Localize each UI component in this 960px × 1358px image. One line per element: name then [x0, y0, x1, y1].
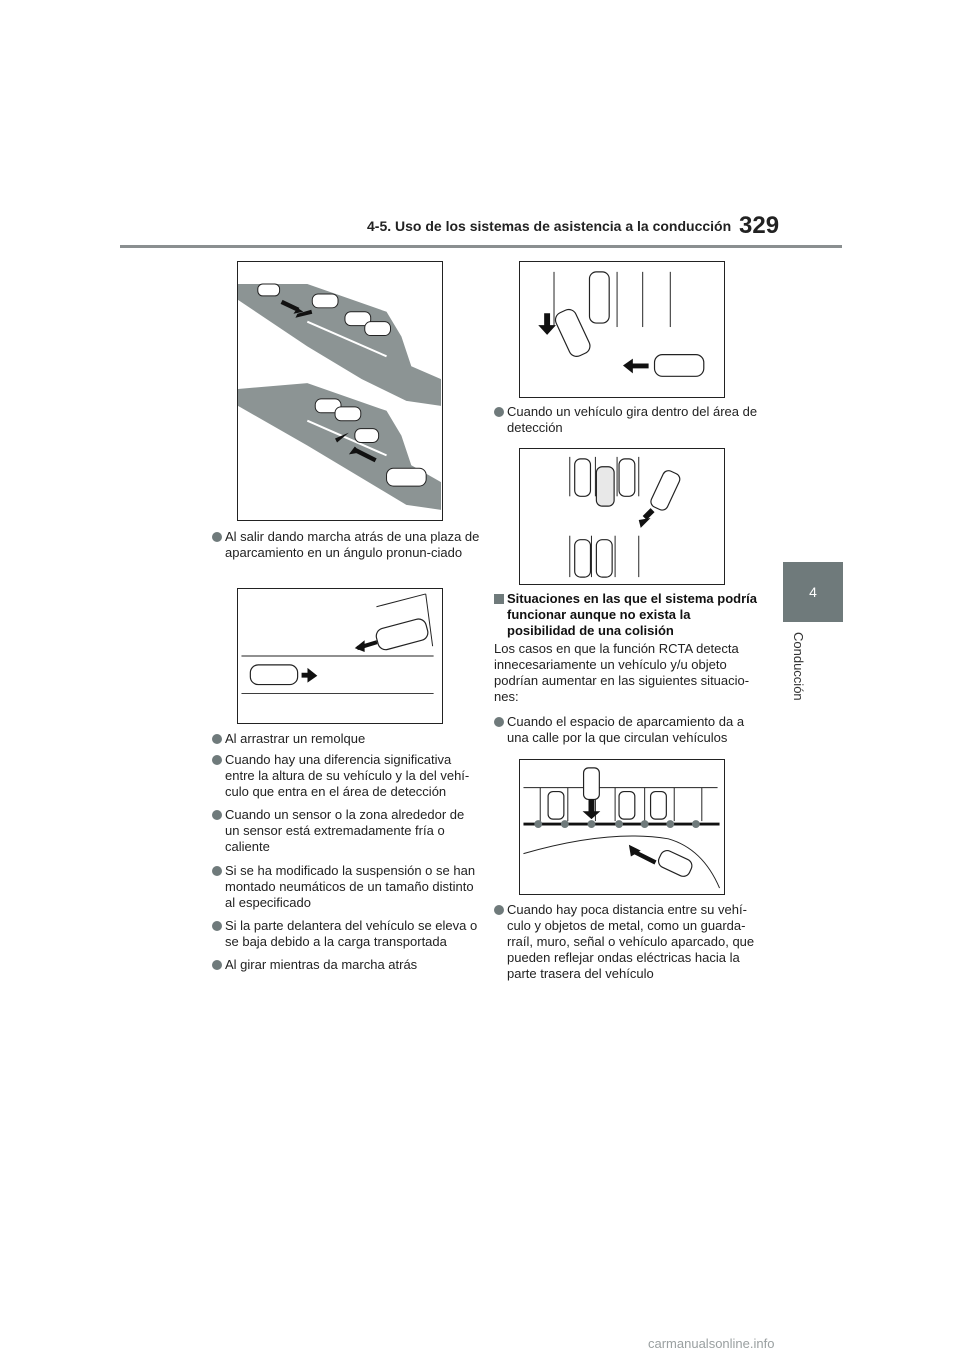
- section-heading-false-detection: [494, 591, 762, 639]
- bullet-text: Si se ha modificado la suspensión o se han montado neumáticos de un tamaño distinto al especificado: [225, 863, 476, 910]
- bullet-front-load: [212, 918, 480, 950]
- angled-parking-illustration: [238, 262, 442, 520]
- bullet-dot-icon: [212, 921, 222, 931]
- figure-towing-trailer: [237, 588, 443, 724]
- turning-reverse-illustration: [520, 262, 724, 397]
- bullet-text: Cuando un sensor o la zona alrededor de un sensor está extremadamente fría o caliente: [225, 807, 465, 854]
- chapter-number: 4: [809, 584, 817, 600]
- heading-text: Situaciones en las que el sistema podría funcionar aunque no exista la posibilidad de una colisión: [507, 591, 757, 638]
- page-number: 329: [739, 212, 780, 239]
- bullet-text: Al girar mientras da marcha atrás: [225, 957, 418, 972]
- bullet-dot-icon: [212, 810, 222, 820]
- bullet-text: Cuando hay poca distancia entre su vehí-culo y objetos de metal, como un guarda-rraíl, muro, señal o vehículo aparcado, que pueden reflejar ondas eléctricas hacia la parte trasera del vehículo: [507, 902, 755, 981]
- bullet-modified-suspension: [212, 863, 480, 911]
- watermark: carmanualsonline.info: [648, 1336, 775, 1351]
- bullet-turning-reverse: [212, 957, 480, 973]
- bullet-text: Cuando un vehículo gira dentro del área de detección: [507, 404, 758, 435]
- towing-trailer-illustration: [238, 589, 442, 723]
- bullet-dot-icon: [494, 905, 504, 915]
- bullet-dot-icon: [494, 717, 504, 727]
- chapter-label: Conducción: [791, 632, 806, 701]
- bullet-dot-icon: [212, 734, 222, 744]
- bullet-towing-trailer: [212, 731, 480, 747]
- bullet-parking-street: [494, 714, 762, 746]
- bullet-dot-icon: [212, 532, 222, 542]
- figure-turning-reverse: [519, 261, 725, 398]
- bullet-metal-objects: [494, 902, 762, 982]
- bullet-dot-icon: [212, 960, 222, 970]
- bullet-angled-parking-exit: [212, 529, 480, 561]
- figure-vehicle-turning-area: [519, 448, 725, 585]
- bullet-text: Al salir dando marcha atrás de una plaza de aparcamiento en un ángulo pronun-ciado: [225, 529, 480, 560]
- figure-parking-street: [519, 759, 725, 895]
- chapter-tab[interactable]: [783, 562, 843, 622]
- bullet-dot-icon: [212, 866, 222, 876]
- bullet-text: Al arrastrar un remolque: [225, 731, 366, 746]
- bullet-sensor-temperature: [212, 807, 480, 855]
- section-title: 4-5. Uso de los sistemas de asistencia a la conducción: [367, 218, 732, 234]
- bullet-text: Cuando el espacio de aparcamiento da a una calle por la que circulan vehículos: [507, 714, 745, 745]
- bullet-text: Si la parte delantera del vehículo se eleva o se baja debido a la carga transportada: [225, 918, 478, 949]
- heading-square-icon: [494, 594, 504, 604]
- parking-street-illustration: [520, 760, 724, 894]
- figure-angled-parking-exit: [237, 261, 443, 521]
- header-divider: [120, 245, 842, 248]
- bullet-dot-icon: [494, 407, 504, 417]
- paragraph-rcta: Los casos en que la función RCTA detecta innecesariamente un vehículo y/u objeto podrían aumentar en las siguientes situacio-nes:: [494, 641, 750, 704]
- bullet-text: Cuando hay una diferencia significativa entre la altura de su vehículo y la del vehí-culo que entra en el área de detección: [225, 752, 470, 799]
- bullet-height-difference: [212, 752, 480, 800]
- bullet-vehicle-turning: [494, 404, 762, 436]
- vehicle-turning-area-illustration: [520, 449, 724, 584]
- bullet-dot-icon: [212, 755, 222, 765]
